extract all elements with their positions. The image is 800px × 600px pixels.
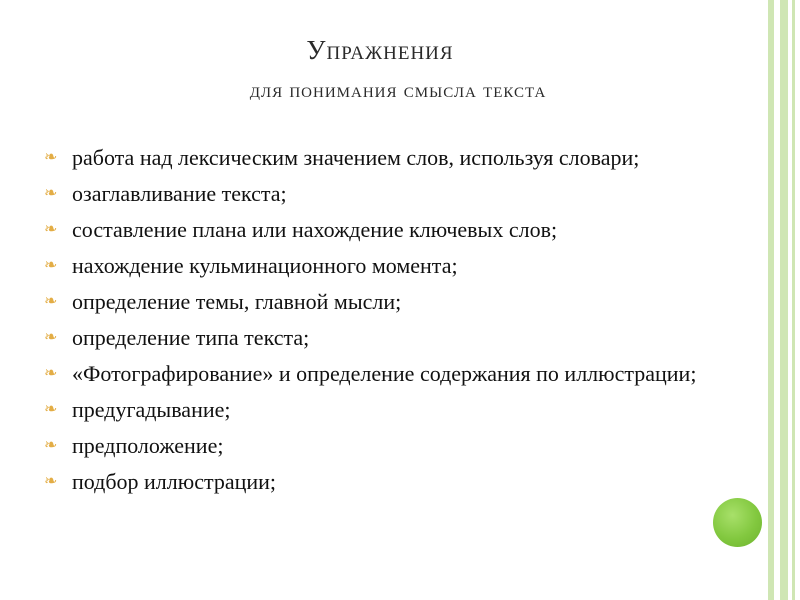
edge-line <box>792 0 795 600</box>
bullet-icon: ❧ <box>44 473 58 490</box>
list-item <box>44 288 704 315</box>
list-item-text: нахождение кульминационного момента; <box>72 253 458 278</box>
bullet-icon: ❧ <box>44 329 58 346</box>
list-item-text: озаглавливание текста; <box>72 181 287 206</box>
list-item <box>44 468 704 495</box>
list-item-text: определение темы, главной мысли; <box>72 289 402 314</box>
list-item <box>44 144 704 171</box>
list-item-text: составление плана или нахождение ключевых слов; <box>72 217 558 242</box>
list-item-text: предугадывание; <box>72 397 231 422</box>
edge-line <box>780 0 788 600</box>
slide-title: Упражнения <box>306 35 454 65</box>
bullet-icon: ❧ <box>44 437 58 454</box>
list-item-text: «Фотографирование» и определение содержания по иллюстрации; <box>72 361 697 386</box>
edge-line <box>768 0 774 600</box>
list-item <box>44 432 704 459</box>
bullet-icon: ❧ <box>44 365 58 382</box>
list-item-text: подбор иллюстрации; <box>72 469 277 494</box>
list-item <box>44 396 704 423</box>
decorative-green-circle <box>713 498 762 547</box>
bullet-icon: ❧ <box>44 257 58 274</box>
slide-subtitle: для понимания смысла текста <box>249 78 547 102</box>
list-item <box>44 180 704 207</box>
list-item-text: предположение; <box>72 433 224 458</box>
exercise-list <box>44 144 704 504</box>
bullet-icon: ❧ <box>44 221 58 238</box>
bullet-icon: ❧ <box>44 185 58 202</box>
list-item <box>44 360 704 387</box>
list-item-text: работа над лексическим значением слов, используя словари; <box>72 145 640 170</box>
list-item <box>44 252 704 279</box>
list-item <box>44 324 704 351</box>
bullet-icon: ❧ <box>44 293 58 310</box>
slide-title-block <box>100 32 660 105</box>
bullet-icon: ❧ <box>44 149 58 166</box>
decorative-edge-lines <box>764 0 800 600</box>
list-item-text: определение типа текста; <box>72 325 310 350</box>
bullet-icon: ❧ <box>44 401 58 418</box>
list-item <box>44 216 704 243</box>
